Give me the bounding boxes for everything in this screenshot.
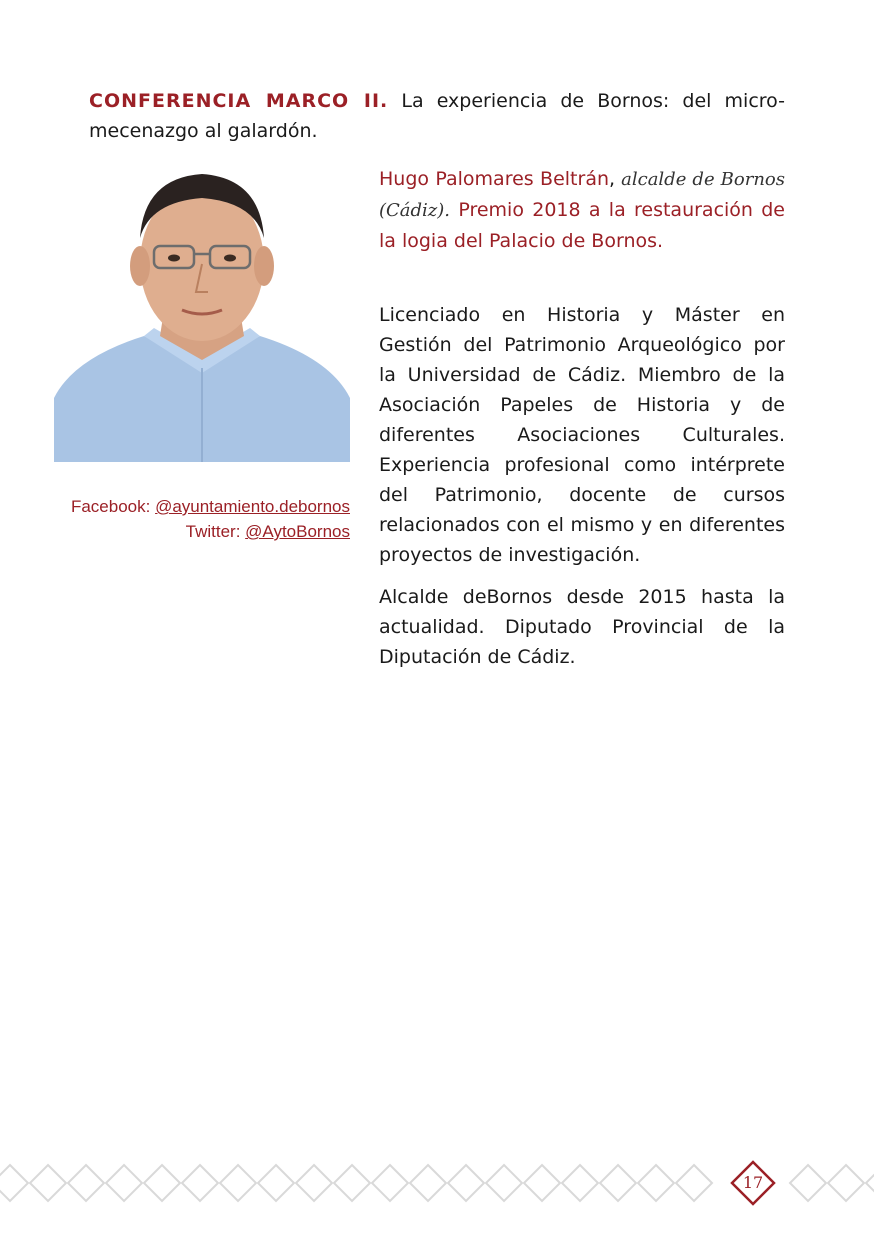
speaker-role: alcalde de Bornos (Cádiz). [379, 169, 785, 221]
speaker-intro [379, 164, 785, 256]
facebook-line [40, 494, 350, 519]
twitter-label: Twitter: [185, 522, 246, 541]
border-diamond [182, 1165, 218, 1201]
bio-paragraph-2: Alcalde deBornos desde 2015 hasta la actualidad. Diputado Provincial de la Diputación de Cádiz. [379, 586, 785, 668]
twitter-line [40, 519, 350, 544]
border-diamond [0, 1165, 28, 1201]
conference-label: CONFERENCIA MARCO II. [89, 90, 389, 112]
speaker-photo [54, 168, 350, 462]
border-diamond [524, 1165, 560, 1201]
border-diamond [68, 1165, 104, 1201]
speaker-award: Premio 2018 a la restauración de la logia del Palacio de Bornos. [379, 199, 785, 252]
section-heading [89, 86, 785, 146]
speaker-name: Hugo Palomares Beltrán [379, 168, 610, 190]
border-diamond [220, 1165, 256, 1201]
border-diamond [486, 1165, 522, 1201]
name-separator: , [609, 168, 616, 190]
border-diamond [448, 1165, 484, 1201]
facebook-link[interactable]: @ayuntamiento.debornos [155, 497, 350, 516]
border-diamond [676, 1165, 712, 1201]
page-number: 17 [742, 1173, 764, 1192]
border-diamond [106, 1165, 142, 1201]
border-diamond [790, 1165, 826, 1201]
border-diamond [410, 1165, 446, 1201]
border-diamond [258, 1165, 294, 1201]
speaker-text-column [379, 164, 785, 672]
border-diamond [600, 1165, 636, 1201]
border-diamond [638, 1165, 674, 1201]
conference-title: La experiencia de Bornos: del micro-mecenazgo al galardón. [89, 90, 785, 142]
portrait-image [54, 168, 350, 462]
border-diamond [562, 1165, 598, 1201]
bio-paragraph-1: Licenciado en Historia y Máster en Gestión del Patrimonio Arqueológico por la Universidad de Cádiz. Miembro de la Asociación Papeles de Historia y de diferentes Asociaciones Culturales. Experiencia profesional como intérprete del Patrimonio, docente de cursos relacionados con el mismo y en diferentes proyectos de investigación. [379, 304, 785, 566]
border-diamond [296, 1165, 332, 1201]
border-diamond [866, 1165, 874, 1201]
border-diamond [372, 1165, 408, 1201]
twitter-link[interactable]: @AytoBornos [245, 522, 350, 541]
facebook-label: Facebook: [70, 497, 156, 516]
social-links [40, 494, 350, 544]
border-diamond [334, 1165, 370, 1201]
border-diamond [30, 1165, 66, 1201]
border-diamond [144, 1165, 180, 1201]
border-diamond [828, 1165, 864, 1201]
